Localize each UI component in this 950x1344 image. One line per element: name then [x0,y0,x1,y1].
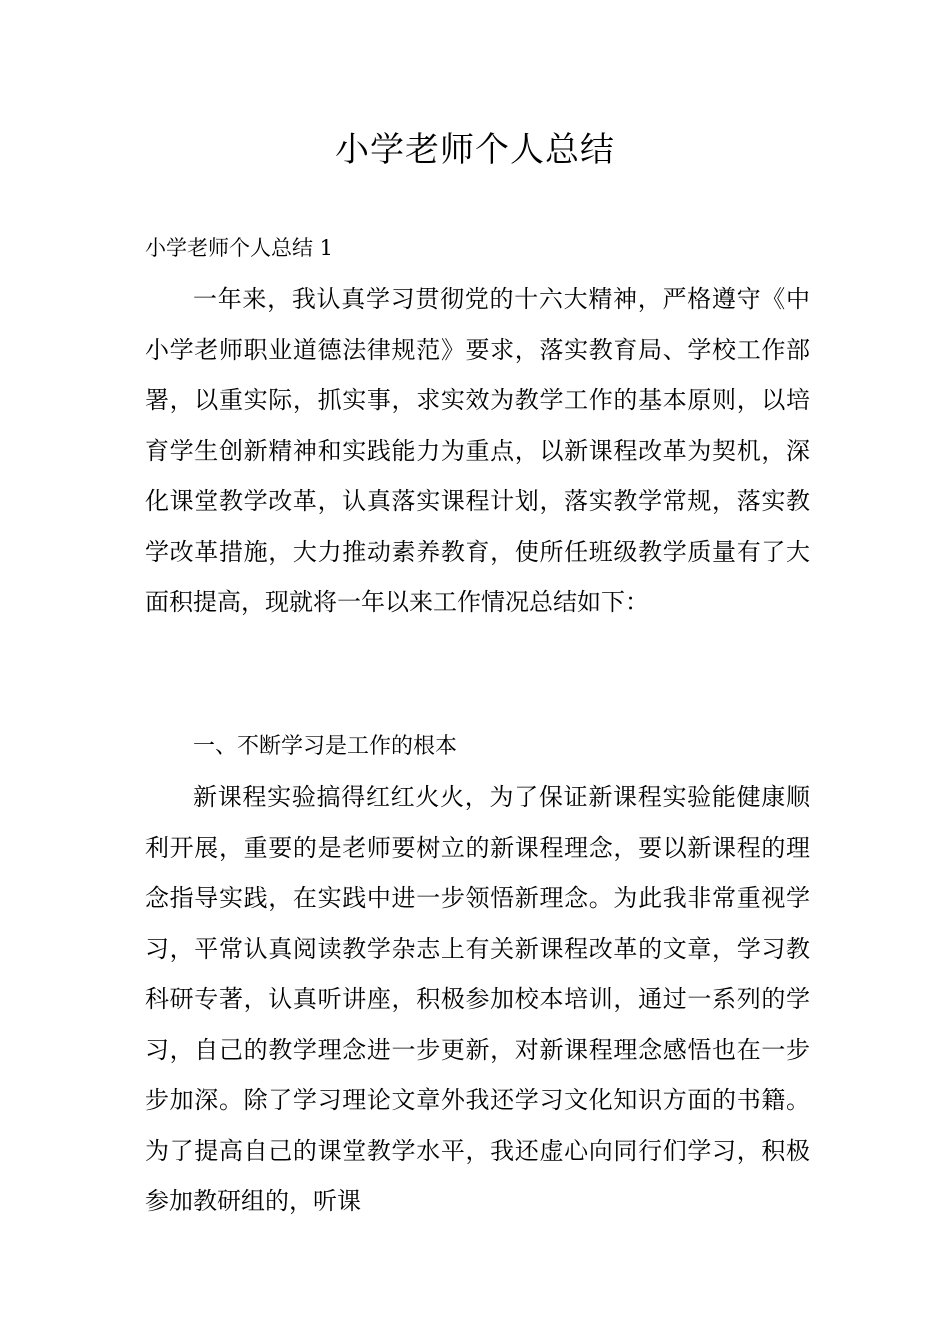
document-title: 小学老师个人总结 [335,130,615,170]
document-subtitle: 小学老师个人总结 1 [145,236,334,260]
intro-paragraph: 一年来，我认真学习贯彻党的十六大精神，严格遵守《中小学老师职业道德法律规范》要求，落实教育局、学校工作部署，以重实际，抓实事，求实效为教学工作的基本原则，以培育学生创新精神和实践能力为重点，以新课程改革为契机，深化课堂教学改革，认真落实课程计划，落实教学常规，落实教学改革措施，大力推动素养教育，使所任班级教学质量有了大面积提高，现就将一年以来工作情况总结如下： [145,285,810,616]
section-paragraph: 新课程实验搞得红红火火，为了保证新课程实验能健康顺利开展，重要的是老师要树立的新课程理念，要以新课程的理念指导实践，在实践中进一步领悟新理念。为此我非常重视学习，平常认真阅读教学杂志上有关新课程改革的文章，学习教科研专著，认真听讲座，积极参加校本培训，通过一系列的学习，自己的教学理念进一步更新，对新课程理念感悟也在一步步加深。除了学习理论文章外我还学习文化知识方面的书籍。为了提高自己的课堂教学水平，我还虚心向同行们学习，积极参加教研组的，听课 [145,783,810,1215]
section-heading: 一、不断学习是工作的根本 [193,734,458,759]
